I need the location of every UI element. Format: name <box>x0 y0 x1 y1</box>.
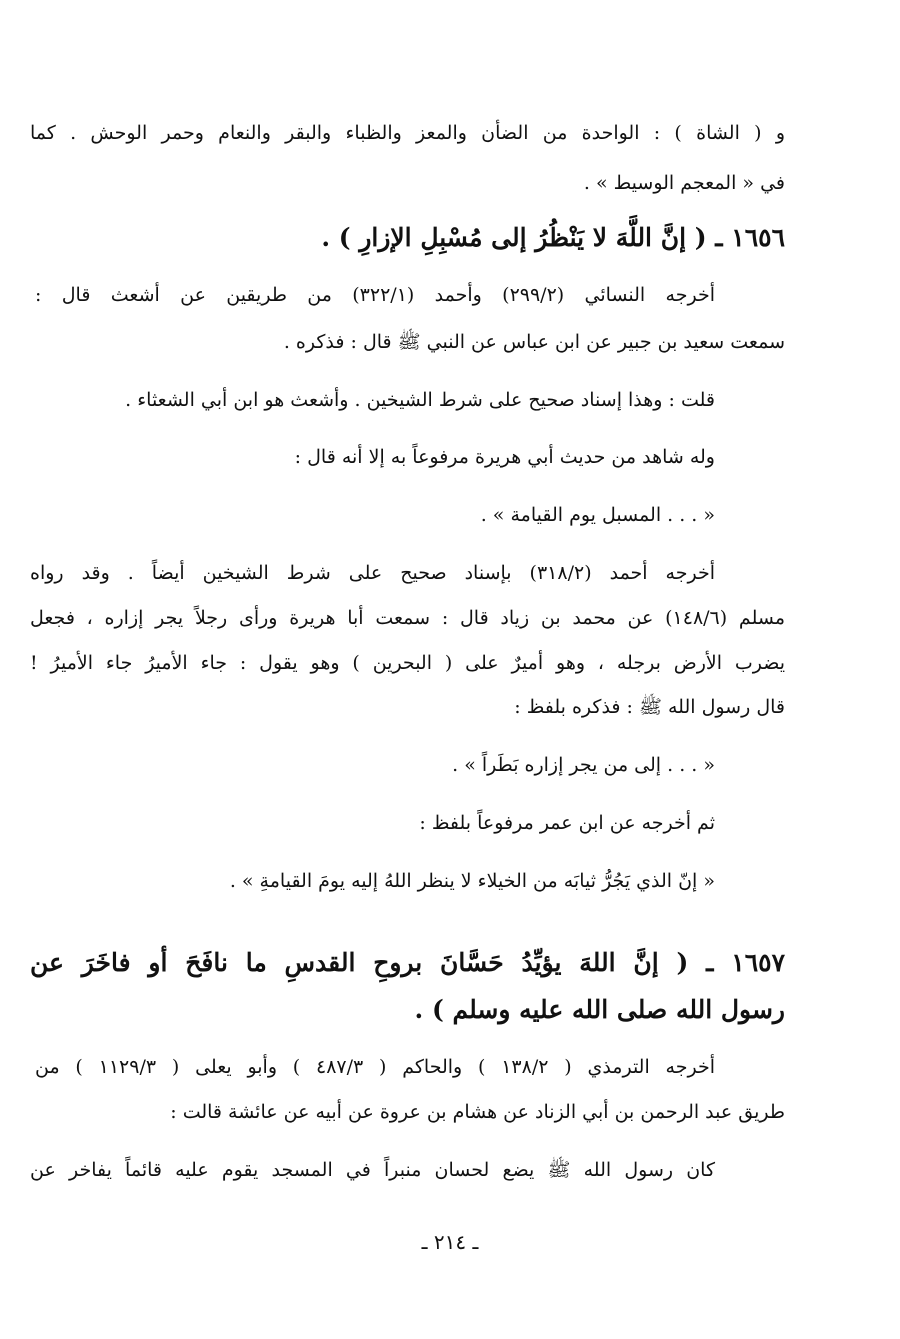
text-line: طريق عبد الرحمن بن أبي الزناد عن هشام بن عروة عن أبيه عن عائشة قالت : <box>170 1101 785 1123</box>
text-line: أخرجه أحمد (٣١٨/٢) بإسناد صحيح على شرط الشيخين أيضاً . وقد رواه <box>30 562 715 584</box>
text-line: أخرجه النسائي (٢٩٩/٢) وأحمد (٣٢٢/١) من طريقين عن أشعث قال : <box>35 284 715 306</box>
hadith-heading-1656: ١٦٥٦ ـ ( إنَّ اللَّهَ لا يَنْظُرُ إلى مُسْبِلِ الإزارِ ) . <box>321 223 785 252</box>
page-number: ـ ٢١٤ ـ <box>421 1230 479 1254</box>
text-line: مسلم (١٤٨/٦) عن محمد بن زياد قال : سمعت أبا هريرة ورأى رجلاً يجر إزاره ، فجعل <box>30 607 785 629</box>
hadith-heading-1657-cont: رسول الله صلى الله عليه وسلم ) . <box>414 995 785 1024</box>
text-line: « إنّ الذي يَجُرُّ ثيابَه من الخيلاء لا ينظر اللهُ إليه يومَ القيامةِ » . <box>229 870 715 892</box>
text-line: يضرب الأرض برجله ، وهو أميرٌ على ( البحرين ) وهو يقول : جاء الأميرُ جاء الأميرُ ! <box>30 652 785 674</box>
text-line: « . . . إلى من يجر إزاره بَطَراً » . <box>452 754 715 776</box>
text-line: « . . . المسبل يوم القيامة » . <box>480 504 715 526</box>
hadith-heading-1657: ١٦٥٧ ـ ( إنَّ اللهَ يؤيِّدُ حَسَّانَ بروحِ القدسِ ما نافَحَ أو فاخَرَ عن <box>30 948 785 977</box>
text-line: و ( الشاة ) : الواحدة من الضأن والمعز والظباء والبقر والنعام وحمر الوحش . كما <box>30 122 785 144</box>
text-line: قلت : وهذا إسناد صحيح على شرط الشيخين . وأشعث هو ابن أبي الشعثاء . <box>125 389 715 411</box>
text-line: أخرجه الترمذي ( ١٣٨/٢ ) والحاكم ( ٤٨٧/٣ ) وأبو يعلى ( ١١٢٩/٣ ) من <box>35 1056 715 1078</box>
text-line: في « المعجم الوسيط » . <box>583 172 785 194</box>
text-line: سمعت سعيد بن جبير عن ابن عباس عن النبي ﷺ قال : فذكره . <box>283 331 785 353</box>
text-line: كان رسول الله ﷺ يضع لحسان منبراً في المسجد يقوم عليه قائماً يفاخر عن <box>30 1159 715 1181</box>
text-line: ثم أخرجه عن ابن عمر مرفوعاً بلفظ : <box>419 812 715 834</box>
text-line: قال رسول الله ﷺ : فذكره بلفظ : <box>514 696 785 718</box>
text-line: وله شاهد من حديث أبي هريرة مرفوعاً به إلا أنه قال : <box>294 446 715 468</box>
